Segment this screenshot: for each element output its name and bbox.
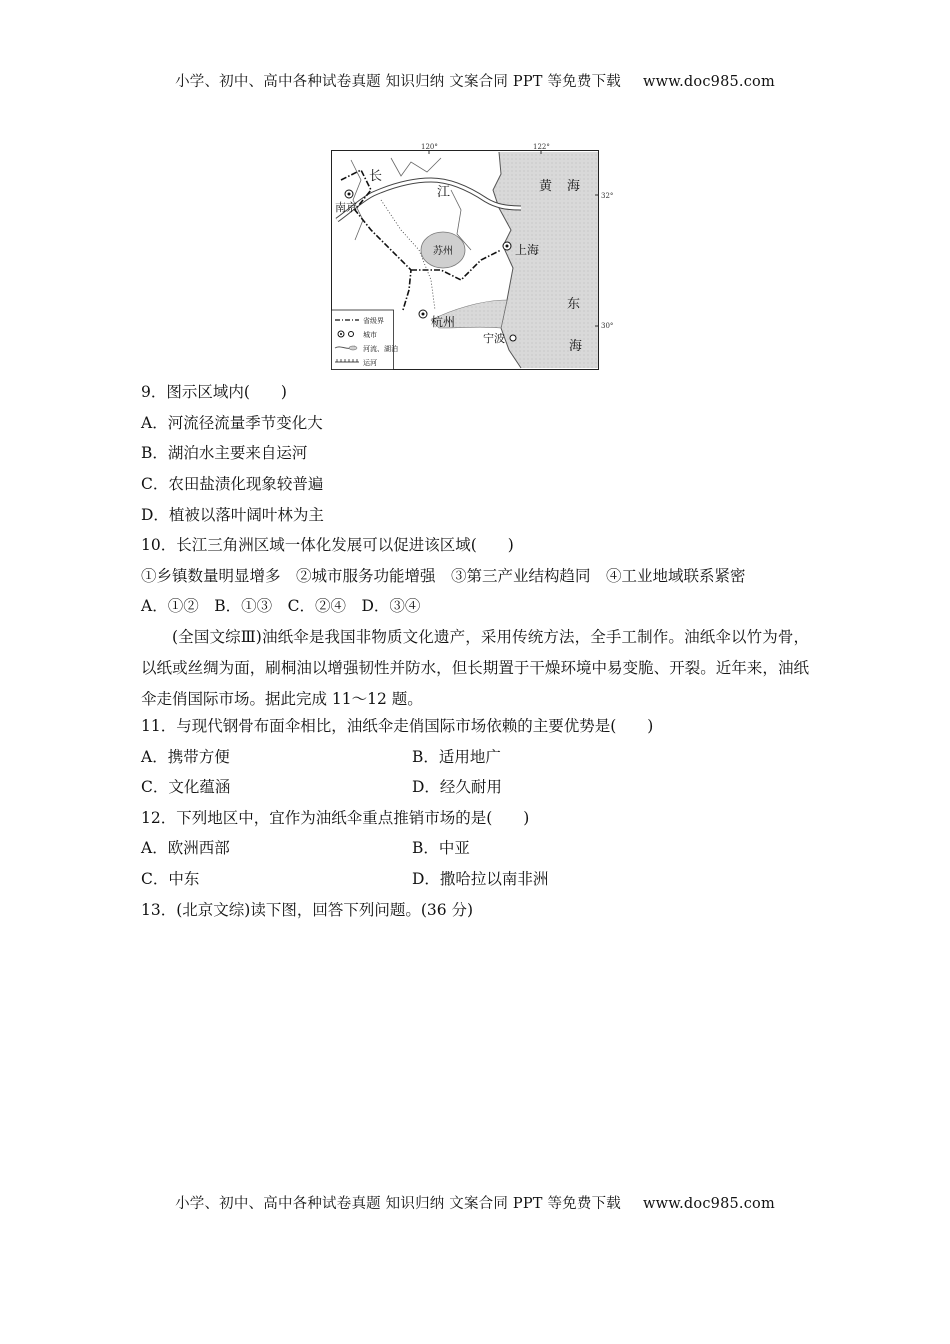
ningbo-marker	[510, 335, 516, 341]
label-dong: 东	[567, 297, 581, 312]
label-nanjing: 南京	[335, 201, 357, 214]
q12-row-1	[141, 838, 470, 858]
q9-option-d: D．植被以落叶阔叶林为主	[141, 506, 324, 524]
q12-option-d: D．撒哈拉以南非洲	[412, 870, 549, 888]
q9-stem: 9．图示区域内( )	[141, 383, 287, 401]
q11-option-b: B．适用地广	[412, 748, 501, 766]
q11-stem: 11．与现代钢骨布面伞相比，油纸伞走俏国际市场依赖的主要优势是( )	[141, 717, 654, 735]
q10-options: A．①② B．①③ C．②④ D．③④	[141, 597, 421, 615]
legend-canal: 运河	[363, 359, 377, 367]
footer-url[interactable]: www.doc985.com	[642, 1196, 775, 1212]
hangzhou-marker	[419, 310, 427, 318]
q9-option-b: B．湖泊水主要来自运河	[141, 444, 308, 462]
label-shanghai: 上海	[515, 243, 540, 257]
q12-row-2	[141, 869, 549, 889]
nanjing-marker	[345, 190, 353, 198]
q11-option-c: C．文化蕴涵	[141, 778, 231, 796]
legend-boundary: 省级界	[363, 317, 384, 325]
q12-stem: 12．下列地区中，宜作为油纸伞重点推销市场的是( )	[141, 809, 530, 827]
legend-city: 城市	[363, 331, 377, 339]
q12-option-a: A．欧洲西部	[141, 839, 230, 857]
q11-row-1	[141, 747, 501, 767]
label-hai: 海	[569, 339, 583, 354]
passage-text: (全国文综Ⅲ)油纸伞是我国非物质文化遗产，采用传统方法，全手工制作。油纸伞以竹为骨，以纸或丝绸为面，刷桐油以增强韧性并防水，但长期置于干燥环境中易变脆、开裂。近年来，油纸伞走俏国际市场。据此完成 11～12 题。	[141, 628, 809, 708]
label-suzhou: 苏州	[433, 246, 453, 257]
shanghai-marker	[503, 242, 511, 250]
lon-120: 120°	[421, 143, 438, 151]
q9-option-c: C．农田盐渍化现象较普遍	[141, 475, 324, 493]
q10-stem: 10．长江三角洲区域一体化发展可以促进该区域( )	[141, 536, 514, 554]
lon-122: 122°	[533, 143, 550, 151]
page-header	[0, 70, 950, 91]
label-chang: 长	[369, 169, 383, 184]
q13-stem: 13．(北京文综)读下图，回答下列问题。(36 分)	[141, 901, 474, 919]
q12-option-b: B．中亚	[412, 839, 470, 857]
q12-option-c: C．中东	[141, 870, 200, 888]
label-huanghai-2: 海	[567, 179, 581, 194]
footer-text: 小学、初中、高中各种试卷真题 知识归纳 文案合同 PPT 等免费下载	[175, 1196, 621, 1212]
q11-option-d: D．经久耐用	[412, 778, 502, 796]
lat-32: 32°	[601, 192, 614, 200]
header-text: 小学、初中、高中各种试卷真题 知识归纳 文案合同 PPT 等免费下载	[175, 74, 621, 90]
provincial-boundary	[341, 170, 501, 310]
q11-option-a: A．携带方便	[141, 748, 230, 766]
label-jiang: 江	[437, 185, 451, 200]
q11-row-2	[141, 777, 502, 797]
yangtze-delta-map	[331, 143, 614, 370]
legend-river: 河流、湖泊	[363, 345, 398, 353]
lat-30: 30°	[601, 322, 614, 330]
label-huanghai-1: 黄	[539, 179, 553, 194]
q10-items: ①乡镇数量明显增多 ②城市服务功能增强 ③第三产业结构趋同 ④工业地域联系紧密	[141, 567, 746, 585]
label-ningbo: 宁波	[483, 332, 505, 345]
label-hangzhou: 杭州	[431, 315, 456, 329]
map-legend	[332, 310, 399, 370]
header-url[interactable]: www.doc985.com	[642, 74, 775, 90]
page-footer	[0, 1192, 950, 1213]
passage	[141, 622, 809, 715]
q9-option-a: A．河流径流量季节变化大	[141, 414, 323, 432]
